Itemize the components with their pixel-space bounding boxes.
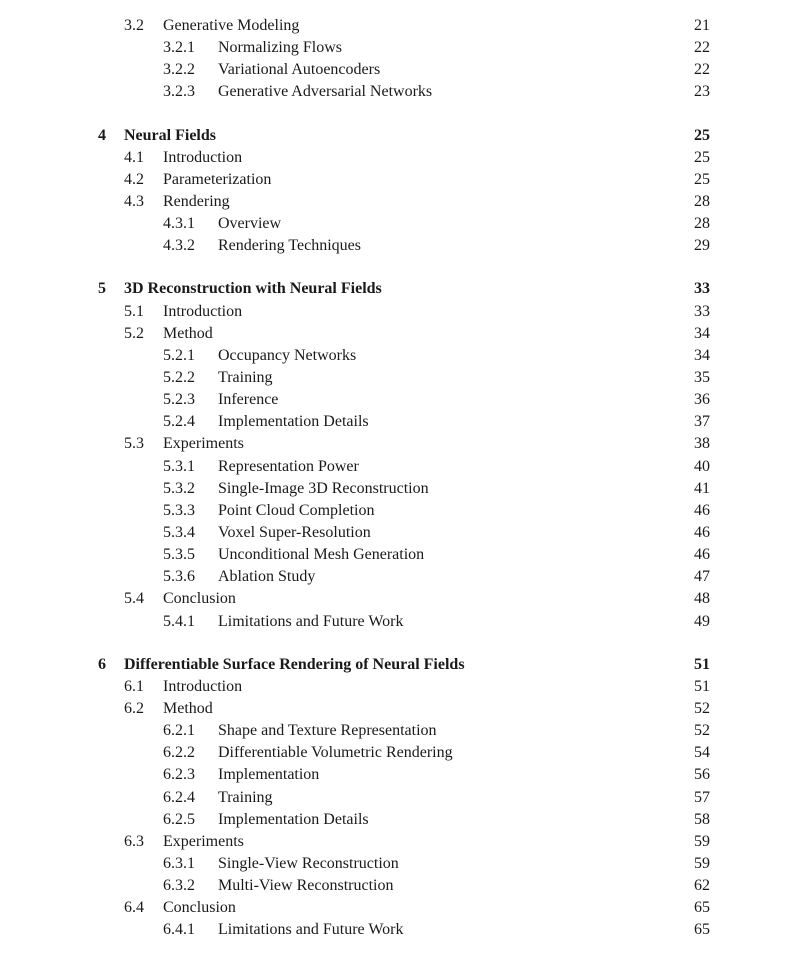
entry-page-number: 35	[694, 368, 710, 386]
toc-subsection-entry[interactable]	[0, 59, 801, 81]
entry-number: 5.1	[124, 302, 144, 320]
dot-leader	[459, 742, 672, 764]
entry-page-number: 37	[694, 413, 710, 431]
entry-number: 5.3.5	[163, 546, 195, 564]
entry-page-number: 51	[694, 655, 710, 673]
entry-number: 6.3.1	[163, 854, 195, 872]
toc-subsection-entry[interactable]	[0, 456, 801, 478]
entry-page-number: 22	[694, 61, 710, 79]
entry-number: 4.3	[124, 192, 144, 210]
dot-leader	[219, 698, 672, 720]
dot-leader	[305, 15, 672, 37]
entry-page-number: 21	[694, 17, 710, 34]
entry-page-number: 51	[694, 677, 710, 695]
toc-subsection-entry[interactable]	[0, 389, 801, 411]
entry-title: Occupancy Networks	[218, 346, 357, 364]
entry-number: 5.3.4	[163, 523, 195, 541]
dot-leader	[438, 81, 672, 103]
entry-number: 6.1	[124, 677, 144, 695]
entry-title: Multi-View Reconstruction	[218, 877, 394, 895]
entry-page-number: 52	[694, 699, 710, 717]
dot-leader	[219, 323, 672, 345]
dot-leader	[377, 522, 672, 544]
entry-number: 5.3.3	[163, 501, 195, 519]
toc-chapter-entry[interactable]	[0, 654, 801, 676]
dot-leader	[348, 37, 672, 59]
entry-page-number: 33	[694, 302, 710, 320]
entry-page-number: 46	[694, 501, 710, 519]
toc-subsection-entry[interactable]	[0, 522, 801, 544]
entry-number: 5.4.1	[163, 612, 195, 630]
toc-subsection-entry[interactable]	[0, 809, 801, 831]
toc-section-entry[interactable]	[0, 15, 801, 37]
entry-title: Representation Power	[218, 457, 359, 475]
entry-number: 6.2.1	[163, 722, 195, 740]
entry-page-number: 47	[694, 568, 710, 586]
dot-leader	[380, 500, 672, 522]
entry-page-number: 48	[694, 590, 710, 608]
entry-number: 5.3.6	[163, 568, 195, 586]
entry-page-number: 22	[694, 39, 710, 57]
entry-title: Single-View Reconstruction	[218, 854, 399, 872]
entry-title: Variational Autoencoders	[218, 61, 381, 79]
entry-page-number: 40	[694, 457, 710, 475]
entry-title: Differentiable Volumetric Rendering	[218, 744, 453, 762]
dot-leader	[365, 456, 672, 478]
entry-page-number: 59	[694, 832, 710, 850]
entry-title: Implementation Details	[218, 413, 369, 431]
dot-leader	[321, 566, 672, 588]
entry-title: Single-Image 3D Reconstruction	[218, 479, 429, 497]
toc-subsection-entry[interactable]	[0, 853, 801, 875]
entry-page-number: 46	[694, 546, 710, 564]
toc-section-entry[interactable]	[0, 433, 801, 455]
entry-page-number: 25	[694, 170, 710, 188]
dot-leader	[430, 544, 672, 566]
dot-leader	[279, 787, 672, 809]
dot-leader	[405, 853, 672, 875]
entry-page-number: 65	[694, 921, 710, 939]
toc-subsection-entry[interactable]	[0, 367, 801, 389]
entry-title: Conclusion	[163, 590, 236, 608]
dot-leader	[284, 389, 672, 411]
entry-title: Neural Fields	[124, 126, 216, 144]
entry-title: Method	[163, 324, 213, 342]
entry-number: 6.3.2	[163, 877, 195, 895]
dot-leader	[325, 764, 672, 786]
entry-page-number: 41	[694, 479, 710, 497]
toc-subsection-entry[interactable]	[0, 213, 801, 235]
entry-number: 4.3.2	[163, 237, 195, 255]
entry-title: 3D Reconstruction with Neural Fields	[124, 280, 382, 298]
toc-subsection-entry[interactable]	[0, 500, 801, 522]
dot-leader	[386, 59, 672, 81]
toc-chapter-entry[interactable]	[0, 278, 801, 300]
dot-leader	[277, 169, 672, 191]
toc-subsection-entry[interactable]	[0, 235, 801, 257]
entry-number: 6.2.3	[163, 766, 195, 784]
entry-number: 4	[98, 126, 106, 144]
toc-section-entry[interactable]	[0, 831, 801, 853]
entry-page-number: 28	[694, 215, 710, 233]
entry-number: 4.3.1	[163, 215, 195, 233]
toc-subsection-entry[interactable]	[0, 37, 801, 59]
toc-chapter-entry[interactable]	[0, 125, 801, 147]
entry-title: Implementation Details	[218, 810, 369, 828]
toc-section-entry[interactable]	[0, 323, 801, 345]
entry-title: Ablation Study	[218, 568, 316, 586]
entry-title: Limitations and Future Work	[218, 612, 404, 630]
toc-subsection-entry[interactable]	[0, 787, 801, 809]
entry-page-number: 23	[694, 83, 710, 101]
toc-section-entry[interactable]	[0, 147, 801, 169]
dot-leader	[375, 411, 672, 433]
entry-title: Generative Modeling	[163, 17, 300, 34]
toc-section-entry[interactable]	[0, 301, 801, 323]
entry-number: 4.1	[124, 148, 144, 166]
entry-title: Normalizing Flows	[218, 39, 342, 57]
entry-page-number: 28	[694, 192, 710, 210]
entry-page-number: 46	[694, 523, 710, 541]
entry-title: Limitations and Future Work	[218, 921, 404, 939]
dot-leader	[399, 875, 672, 897]
toc-subsection-entry[interactable]	[0, 764, 801, 786]
entry-number: 4.2	[124, 170, 144, 188]
entry-title: Inference	[218, 391, 279, 409]
dot-leader	[410, 919, 672, 941]
entry-page-number: 54	[694, 744, 710, 762]
toc-subsection-entry[interactable]	[0, 478, 801, 500]
toc-subsection-entry[interactable]	[0, 742, 801, 764]
dot-leader	[248, 147, 672, 169]
entry-number: 5.2.3	[163, 391, 195, 409]
toc-subsection-entry[interactable]	[0, 611, 801, 633]
entry-number: 5	[98, 280, 106, 298]
entry-title: Conclusion	[163, 899, 236, 917]
entry-page-number: 58	[694, 810, 710, 828]
entry-number: 5.3.2	[163, 479, 195, 497]
table-of-contents	[0, 15, 801, 941]
entry-number: 5.2.1	[163, 346, 195, 364]
entry-page-number: 56	[694, 766, 710, 784]
dot-leader	[279, 367, 672, 389]
toc-section-entry[interactable]	[0, 588, 801, 610]
entry-title: Introduction	[163, 148, 243, 166]
dot-leader	[248, 301, 672, 323]
toc-section-entry[interactable]	[0, 698, 801, 720]
entry-number: 6.2.5	[163, 810, 195, 828]
entry-page-number: 34	[694, 346, 710, 364]
toc-subsection-entry[interactable]	[0, 345, 801, 367]
toc-subsection-entry[interactable]	[0, 544, 801, 566]
dot-leader	[362, 345, 672, 367]
entry-number: 3.2.1	[163, 39, 195, 57]
entry-number: 6.4	[124, 899, 144, 917]
entry-number: 5.2.2	[163, 368, 195, 386]
entry-page-number: 34	[694, 324, 710, 342]
entry-page-number: 62	[694, 877, 710, 895]
dot-leader	[248, 676, 672, 698]
entry-title: Training	[218, 788, 273, 806]
dot-leader	[236, 191, 672, 213]
entry-title: Rendering Techniques	[218, 237, 361, 255]
entry-title: Shape and Texture Representation	[218, 722, 437, 740]
entry-title: Differentiable Surface Rendering of Neural Fields	[124, 655, 465, 673]
dot-leader	[410, 611, 672, 633]
toc-subsection-entry[interactable]	[0, 919, 801, 941]
entry-title: Parameterization	[163, 170, 272, 188]
dot-leader	[242, 588, 672, 610]
entry-number: 5.2.4	[163, 413, 195, 431]
dot-leader	[375, 809, 672, 831]
dot-leader	[242, 897, 672, 919]
entry-page-number: 59	[694, 854, 710, 872]
toc-subsection-entry[interactable]	[0, 566, 801, 588]
entry-title: Rendering	[163, 192, 230, 210]
entry-title: Point Cloud Completion	[218, 501, 375, 519]
entry-title: Overview	[218, 215, 282, 233]
toc-section-entry[interactable]	[0, 897, 801, 919]
entry-title: Voxel Super-Resolution	[218, 523, 371, 541]
entry-page-number: 29	[694, 237, 710, 255]
dot-leader	[250, 831, 672, 853]
entry-title: Experiments	[163, 435, 244, 453]
entry-page-number: 57	[694, 788, 710, 806]
entry-title: Training	[218, 368, 273, 386]
entry-page-number: 38	[694, 435, 710, 453]
entry-page-number: 36	[694, 391, 710, 409]
entry-title: Unconditional Mesh Generation	[218, 546, 425, 564]
toc-subsection-entry[interactable]	[0, 411, 801, 433]
entry-title: Implementation	[218, 766, 320, 784]
entry-number: 3.2	[124, 17, 144, 34]
entry-title: Generative Adversarial Networks	[218, 83, 433, 101]
entry-number: 6.3	[124, 832, 144, 850]
entry-number: 3.2.3	[163, 83, 195, 101]
entry-number: 5.3.1	[163, 457, 195, 475]
toc-subsection-entry[interactable]	[0, 81, 801, 103]
entry-page-number: 52	[694, 722, 710, 740]
toc-section-entry[interactable]	[0, 169, 801, 191]
entry-number: 6.2	[124, 699, 144, 717]
entry-page-number: 65	[694, 899, 710, 917]
entry-number: 5.2	[124, 324, 144, 342]
entry-page-number: 25	[694, 148, 710, 166]
entry-page-number: 49	[694, 612, 710, 630]
entry-title: Experiments	[163, 832, 244, 850]
dot-leader	[443, 720, 672, 742]
toc-section-entry[interactable]	[0, 676, 801, 698]
entry-number: 6	[98, 655, 106, 673]
entry-page-number: 25	[694, 126, 710, 144]
dot-leader	[367, 235, 672, 257]
entry-page-number: 33	[694, 280, 710, 298]
entry-number: 6.2.2	[163, 744, 195, 762]
dot-leader	[435, 478, 672, 500]
entry-number: 6.4.1	[163, 921, 195, 939]
toc-section-entry[interactable]	[0, 191, 801, 213]
entry-number: 5.4	[124, 590, 144, 608]
dot-leader	[250, 433, 672, 455]
entry-title: Method	[163, 699, 213, 717]
entry-title: Introduction	[163, 302, 243, 320]
entry-title: Introduction	[163, 677, 243, 695]
toc-subsection-entry[interactable]	[0, 720, 801, 742]
entry-number: 6.2.4	[163, 788, 195, 806]
toc-subsection-entry[interactable]	[0, 875, 801, 897]
entry-number: 5.3	[124, 435, 144, 453]
dot-leader	[287, 213, 672, 235]
entry-number: 3.2.2	[163, 61, 195, 79]
